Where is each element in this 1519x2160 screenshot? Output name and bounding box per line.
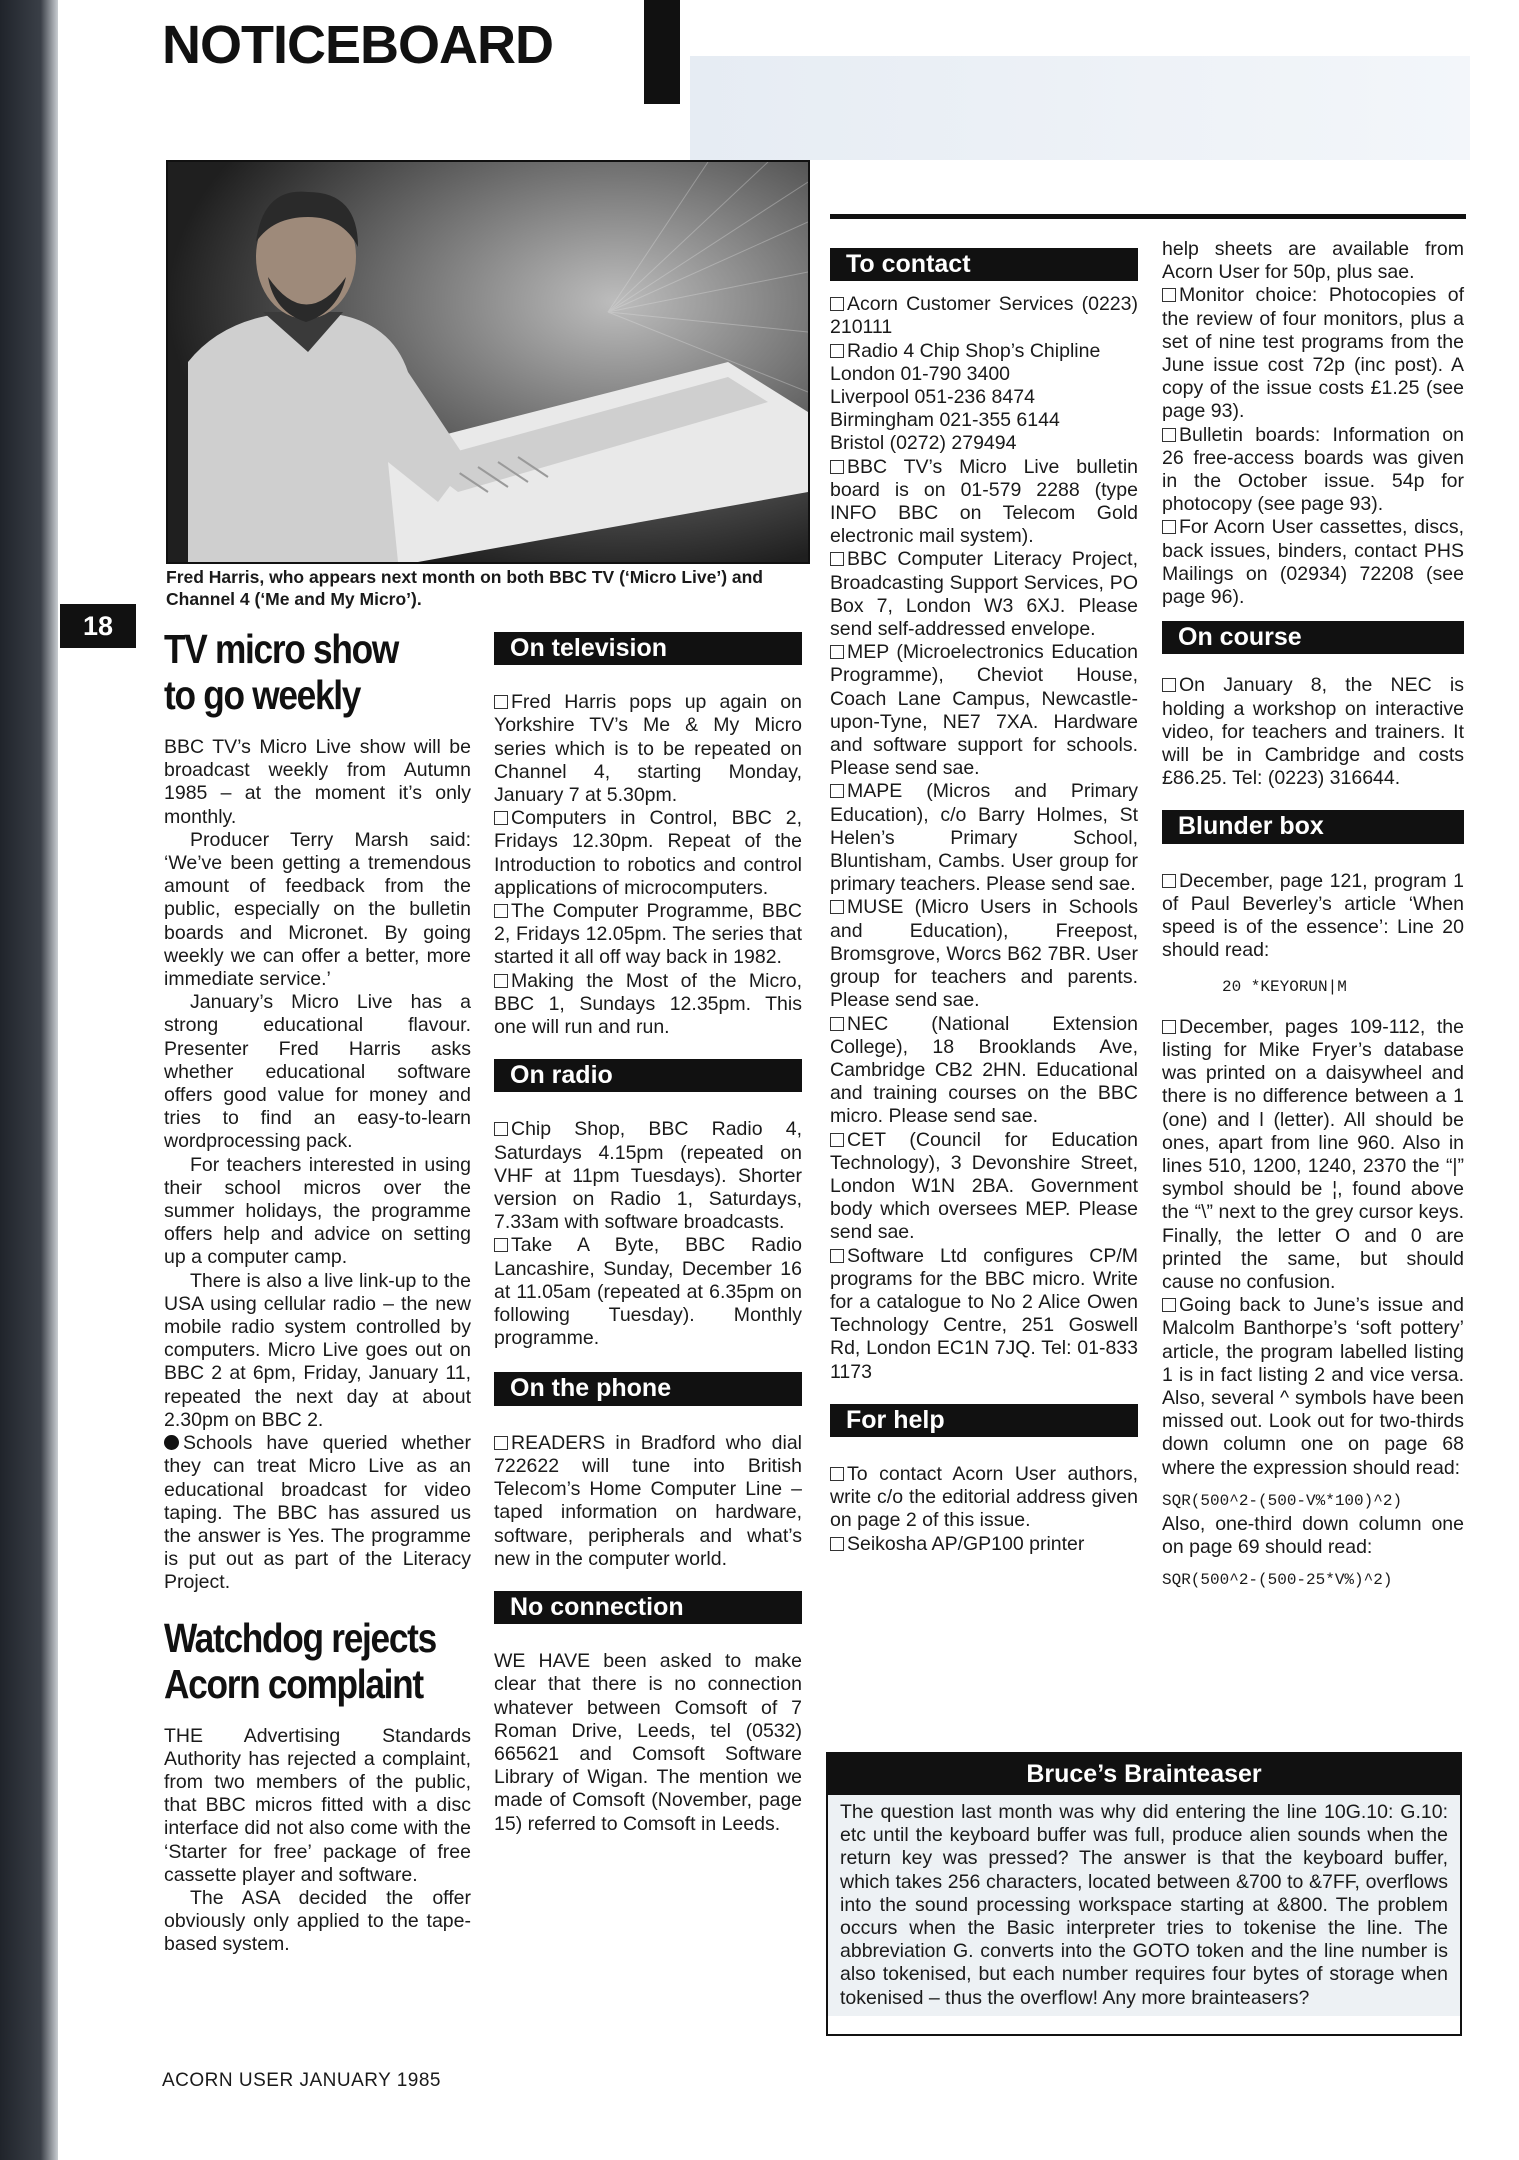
listing-item: Radio 4 Chip Shop’s Chipline: [830, 340, 1138, 363]
article-paragraph: For teachers interested in using their school micros over the summer holidays, the programme offers help and advice on setting up a computer camp.: [164, 1153, 471, 1269]
listing-item: December, page 121, program 1 of Paul Beverley’s article ‘When speed is of the essence’: Line 20 should read:: [1162, 869, 1464, 962]
brainteaser-body: The question last month was why did entering the line 10G.10: G.10: etc until the keyboard buffer was full, produce alien sounds when the return key was pressed? The answer is that the keyboard buffer, which takes 256 characters, located between &700 to &7FF, overflows into the sound processing workspace starting at &800. The problem occurs when the Basic interpreter tries to tokenise the line. The abbreviation G. converts into the GOTO token and the line number is also tokenised, but each number requires four bytes of storage when tokenised – thus the overflow! Any more brainteasers?: [828, 1795, 1460, 2016]
listing-item: MUSE (Micro Users in Schools and Education), Freepost, Bromsgrove, Worcs B62 7BR. User group for teachers and parents. Please send sae.: [830, 896, 1138, 1012]
section-head-no-connection: No connection: [494, 1591, 802, 1624]
article-paragraph: Producer Terry Marsh said: ‘We’ve been getting a tremendous amount of feedback from the public, especially on the bulletin boards and Micronet. By going weekly we can offer a better, more immediate service.’: [164, 828, 471, 991]
photo-illustration: [168, 162, 808, 562]
column-1: [164, 626, 471, 1957]
photo-caption: Fred Harris, who appears next month on both BBC TV (‘Micro Live’) and Channel 4 (‘Me and My Micro’).: [166, 567, 763, 609]
headline-line: Watchdog rejects: [164, 1614, 436, 1661]
listing-item: Computers in Control, BBC 2, Fridays 12.30pm. Repeat of the Introduction to robotics and control applications of microcomputers.: [494, 807, 802, 899]
page-footer: ACORN USER JANUARY 1985: [162, 2070, 442, 2091]
listing-item: December, pages 109-112, the listing for Mike Fryer’s database was printed on a daisywheel and there is no difference between a 1 (one) and l (letter). All should be ones, apart from line 960. Also in lines 510, 1200, 1240, 2370 the “|” symbol should be ¦, found above the “\” next to the grey cursor keys. Finally, the letter O and 0 are printed the same, but should cause no confusion.: [1162, 1015, 1464, 1293]
code-line: SQR(500^2-(500-25*V%)^2): [1162, 1571, 1393, 1590]
listing-item: On January 8, the NEC is holding a workshop on interactive video, for teachers and trainers. It will be in Cambridge and costs £86.25. Tel: (0223) 316644.: [1162, 674, 1464, 790]
listing-item: CET (Council for Education Technology), 3 Devonshire Street, London W1N 2BA. Government body which oversees MEP. Please send sae.: [830, 1128, 1138, 1244]
column-2: [494, 632, 802, 1836]
section-head-on-radio: On radio: [494, 1059, 802, 1092]
article-paragraph: WE HAVE been asked to make clear that there is no connection whatever between Comsoft of 7 Roman Drive, Leeds, tel (0532) 665621 and Comsoft Software Library of Wigan. The mention we made of Comsoft (November, page 15) referred to Comsoft in Leeds.: [494, 1650, 802, 1835]
listing-item: Bulletin boards: Information on 26 free-access boards was given in the October issue. 54p for photocopy (see page 93).: [1162, 423, 1464, 516]
section-head-blunder-box: Blunder box: [1162, 810, 1464, 843]
listing-item: Monitor choice: Photocopies of the review of four monitors, plus a set of nine test programs from the June issue cost 72p (inc post). A copy of the issue costs £1.25 (see page 93).: [1162, 284, 1464, 423]
listing-item: Take A Byte, BBC Radio Lancashire, Sunday, December 16 at 11.05am (repeated at 6.35pm on following Tuesday). Monthly programme.: [494, 1234, 802, 1350]
listing-item: The Computer Programme, BBC 2, Fridays 12.05pm. The series that started it all off way back in 1982.: [494, 900, 802, 969]
listing-item: NEC (National Extension College), 18 Brooklands Ave, Cambridge CB2 2HN. Educational and training courses on the BBC micro. Please send sae.: [830, 1012, 1138, 1128]
masthead-bar: [644, 0, 680, 104]
headline-line: to go weekly: [164, 672, 361, 718]
article-paragraph: THE Advertising Standards Authority has rejected a complaint, from two members of the public, that BBC micros fitted with a disc interface did not also come with the ‘Starter for free’ package of free cassette player and software.: [164, 1724, 471, 1886]
listing-item: Fred Harris pops up again on Yorkshire TV’s Me & My Micro series which is to be repeated on Channel 4, starting Monday, January 7 at 5.30pm.: [494, 691, 802, 807]
listing-item: For Acorn User cassettes, discs, back issues, binders, contact PHS Mailings on (02934) 72208 (see page 96).: [1162, 516, 1464, 609]
listing-item: Also, one-third down column one on page 69 should read:: [1162, 1512, 1464, 1559]
section-head-for-help: For help: [830, 1404, 1138, 1437]
code-line: 20 *KEYORUN|M: [1222, 978, 1347, 997]
page-number: 18: [60, 604, 136, 648]
listing-item: BBC Computer Literacy Project, Broadcasting Support Services, PO Box 7, London W3 6XJ. Please send self-addressed envelope.: [830, 548, 1138, 641]
listing-item: Seikosha AP/GP100 printer: [830, 1533, 1138, 1556]
code-line: SQR(500^2-(500-V%*100)^2): [1162, 1491, 1403, 1510]
headline-line: Acorn complaint: [164, 1660, 423, 1707]
masthead-title: NOTICEBOARD: [162, 15, 553, 75]
article-paragraph: Schools have queried whether they can treat Micro Live as an educational broadcast for video taping. The BBC has assured us the answer is Yes. The programme is put out as part of the Literacy Project.: [164, 1432, 471, 1594]
listing-line: Birmingham 021-355 6144: [830, 409, 1060, 432]
listing-item: Software Ltd configures CP/M programs for the BBC micro. Write for a catalogue to No 2 Alice Owen Technology Centre, 251 Goswell Rd, London EC1N 7JQ. Tel: 01-833 1173: [830, 1244, 1138, 1383]
listing-item: BBC TV’s Micro Live bulletin board is on 01-579 2288 (type INFO BBC on Telecom Gold electronic mail system).: [830, 455, 1138, 548]
header-band: [690, 56, 1470, 160]
listing-line: Bristol (0272) 279494: [830, 432, 1017, 455]
section-head-to-contact: To contact: [830, 248, 1138, 281]
column-4: [1162, 238, 1464, 1593]
article-paragraph: There is also a live link-up to the USA using cellular radio – the new mobile radio system controlled by computers. Micro Live goes out on BBC 2 at 6pm, Friday, January 11, repeated the next day at about 2.30pm on BBC 2.: [164, 1269, 471, 1431]
headline-line: TV micro show: [164, 626, 399, 672]
listing-line: London 01-790 3400: [830, 362, 1011, 385]
listing-item: MEP (Microelectronics Education Programme), Cheviot House, Coach Lane Campus, Newcastle-upon-Tyne, NE7 7XA. Hardware and software support for schools. Please send sae.: [830, 641, 1138, 780]
brainteaser-box: [826, 1752, 1462, 2036]
page-spine: [0, 0, 58, 2160]
section-head-on-the-phone: On the phone: [494, 1372, 802, 1405]
section-rule: [830, 214, 1466, 219]
photo-fred-harris: [166, 160, 810, 564]
headline-tv-micro-show: [164, 626, 428, 718]
listing-item: Making the Most of the Micro, BBC 1, Sundays 12.35pm. This one will run and run.: [494, 969, 802, 1039]
article-paragraph: BBC TV’s Micro Live show will be broadcast weekly from Autumn 1985 – at the moment it’s only monthly.: [164, 736, 471, 828]
brainteaser-title: Bruce’s Brainteaser: [828, 1754, 1460, 1795]
listing-item: Chip Shop, BBC Radio 4, Saturdays 4.15pm (repeated on VHF at 11pm Tuesdays). Shorter version on Radio 1, Saturdays, 7.33am with software broadcasts.: [494, 1118, 802, 1234]
listing-item: To contact Acorn User authors, write c/o the editorial address given on page 2 of this issue.: [830, 1462, 1138, 1532]
listing-item: Going back to June’s issue and Malcolm Banthorpe’s ‘soft pottery’ article, the program labelled listing 1 is in fact listing 2 and vice versa. Also, several ^ symbols have been missed out. Look out for two-thirds down column one on page 68 where the expression should read:: [1162, 1294, 1464, 1479]
listing-item: MAPE (Micros and Primary Education), c/o Barry Holmes, St Helen’s Primary School, Bluntisham, Cambs. User group for primary teachers. Please send sae.: [830, 780, 1138, 896]
article-paragraph: January’s Micro Live has a strong educational flavour. Presenter Fred Harris asks whether educational software offers good value for money and tries to find an easy-to-learn wordprocessing pack.: [164, 991, 471, 1153]
listing-line: Liverpool 051-236 8474: [830, 386, 1035, 409]
listing-item: READERS in Bradford who dial 722622 will tune into British Telecom’s Home Computer Line – taped information on hardware, software, peripherals and what’s new in the computer world.: [494, 1431, 802, 1570]
listing-item: Acorn Customer Services (0223) 210111: [830, 293, 1138, 339]
listing-item: help sheets are available from Acorn User for 50p, plus sae.: [1162, 238, 1464, 284]
article-paragraph: The ASA decided the offer obviously only applied to the tape-based system.: [164, 1886, 471, 1956]
section-head-on-television: On television: [494, 632, 802, 665]
headline-watchdog: [164, 1614, 436, 1707]
section-head-on-course: On course: [1162, 621, 1464, 654]
column-3: [830, 248, 1138, 1556]
